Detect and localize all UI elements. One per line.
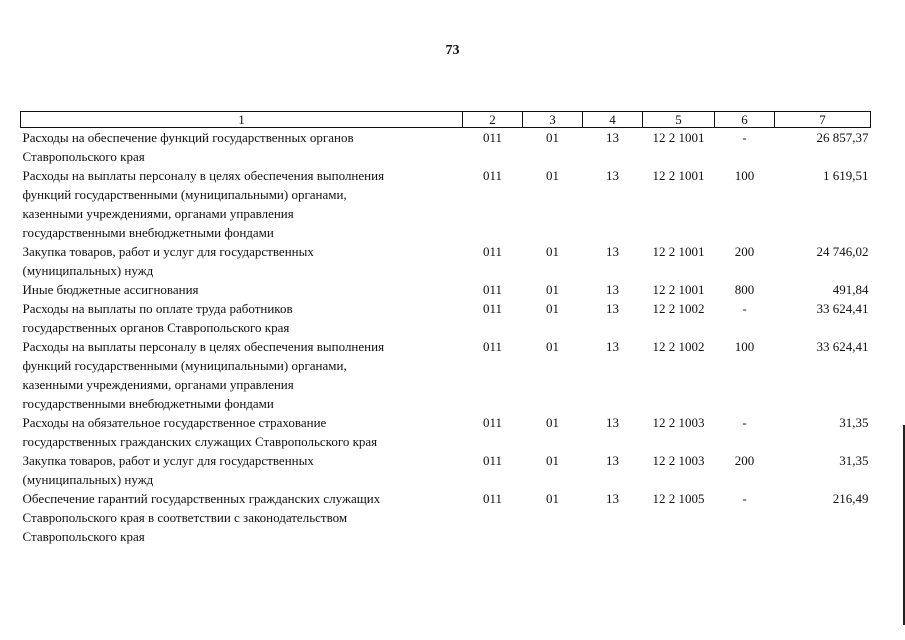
row-name-cell	[21, 489, 463, 546]
subsection-cell: 13	[606, 244, 619, 259]
section-code-cell: 011	[482, 301, 503, 316]
row-name-cell	[21, 337, 463, 413]
row-name-line: (муниципальных) нужд	[22, 472, 154, 487]
expense-type-cell: 100	[734, 339, 755, 354]
column-header: 4	[583, 112, 643, 128]
budget-table	[20, 111, 871, 546]
table-row	[21, 280, 871, 299]
section-code-cell: 011	[482, 339, 503, 354]
table-row	[21, 242, 871, 280]
target-article-cell: 12 2 1001	[652, 244, 705, 259]
table-row	[21, 413, 871, 451]
row-name-cell	[21, 280, 463, 299]
row-name-cell	[21, 299, 463, 337]
row-name-line: Ставропольского края	[22, 529, 145, 544]
target-article-cell: 12 2 1002	[652, 339, 705, 354]
section-code-cell: 011	[482, 415, 503, 430]
row-name-line: Обеспечение гарантий государственных гражданских служащих	[22, 491, 381, 506]
expense-type-cell: -	[742, 301, 747, 316]
column-header: 3	[523, 112, 583, 128]
expense-type-cell: 100	[734, 168, 755, 183]
column-header: 1	[21, 112, 463, 128]
chapter-cell: 01	[546, 339, 559, 354]
row-name-line: государственных органов Ставропольского края	[22, 320, 290, 335]
target-article-cell: 12 2 1005	[652, 491, 705, 506]
row-name-line: Ставропольского края	[22, 149, 145, 164]
page-number: 73	[445, 43, 460, 58]
chapter-cell: 01	[546, 415, 559, 430]
amount-cell: 31,35	[839, 453, 869, 468]
amount-cell: 491,84	[832, 282, 869, 297]
section-code-cell: 011	[482, 168, 503, 183]
row-name-line: Расходы на выплаты персоналу в целях обеспечения выполнения	[22, 339, 385, 354]
row-name-cell	[21, 166, 463, 242]
chapter-cell: 01	[546, 130, 559, 145]
target-article-cell: 12 2 1001	[652, 168, 705, 183]
row-name-line: функций государственными (муниципальными) органами,	[22, 187, 347, 202]
chapter-cell: 01	[546, 244, 559, 259]
subsection-cell: 13	[606, 301, 619, 316]
row-name-line: государственными внебюджетными фондами	[22, 396, 274, 411]
row-name-cell	[21, 413, 463, 451]
expense-type-cell: 200	[734, 453, 755, 468]
subsection-cell: 13	[606, 130, 619, 145]
amount-cell: 24 746,02	[816, 244, 869, 259]
table-row	[21, 337, 871, 413]
section-code-cell: 011	[482, 491, 503, 506]
row-name-line: функций государственными (муниципальными) органами,	[22, 358, 347, 373]
section-code-cell: 011	[482, 244, 503, 259]
amount-cell: 216,49	[832, 491, 869, 506]
expense-type-cell: -	[742, 130, 747, 145]
chapter-cell: 01	[546, 168, 559, 183]
row-name-line: Расходы на выплаты по оплате труда работников	[22, 301, 293, 316]
subsection-cell: 13	[606, 453, 619, 468]
subsection-cell: 13	[606, 168, 619, 183]
amount-cell: 26 857,37	[816, 130, 869, 145]
table-header-row	[21, 112, 871, 128]
amount-cell: 33 624,41	[816, 301, 869, 316]
row-name-line: Расходы на выплаты персоналу в целях обеспечения выполнения	[22, 168, 385, 183]
subsection-cell: 13	[606, 282, 619, 297]
section-code-cell: 011	[482, 453, 503, 468]
expense-type-cell: -	[742, 491, 747, 506]
row-name-cell	[21, 128, 463, 167]
column-header: 5	[643, 112, 715, 128]
target-article-cell: 12 2 1003	[652, 453, 705, 468]
table-row	[21, 299, 871, 337]
row-name-line: Закупка товаров, работ и услуг для государственных	[22, 244, 314, 259]
column-header: 2	[463, 112, 523, 128]
expense-type-cell: 200	[734, 244, 755, 259]
expense-type-cell: 800	[734, 282, 755, 297]
subsection-cell: 13	[606, 415, 619, 430]
section-code-cell: 011	[482, 130, 503, 145]
subsection-cell: 13	[606, 491, 619, 506]
chapter-cell: 01	[546, 301, 559, 316]
row-name-line: государственных гражданских служащих Ставропольского края	[22, 434, 378, 449]
row-name-line: Расходы на обеспечение функций государственных органов	[22, 130, 354, 145]
target-article-cell: 12 2 1001	[652, 130, 705, 145]
row-name-line: Расходы на обязательное государственное страхование	[22, 415, 327, 430]
table-row	[21, 128, 871, 167]
target-article-cell: 12 2 1003	[652, 415, 705, 430]
amount-cell: 33 624,41	[816, 339, 869, 354]
chapter-cell: 01	[546, 282, 559, 297]
amount-cell: 1 619,51	[823, 168, 869, 183]
chapter-cell: 01	[546, 491, 559, 506]
target-article-cell: 12 2 1001	[652, 282, 705, 297]
subsection-cell: 13	[606, 339, 619, 354]
table-row	[21, 489, 871, 546]
row-name-line: Закупка товаров, работ и услуг для государственных	[22, 453, 314, 468]
row-name-line: казенными учреждениями, органами управления	[22, 206, 294, 221]
column-header: 7	[775, 112, 871, 128]
chapter-cell: 01	[546, 453, 559, 468]
table-row	[21, 451, 871, 489]
row-name-line: Ставропольского края в соответствии с законодательством	[22, 510, 348, 525]
row-name-line: (муниципальных) нужд	[22, 263, 154, 278]
row-name-line: государственными внебюджетными фондами	[22, 225, 274, 240]
column-header: 6	[715, 112, 775, 128]
row-name-cell	[21, 451, 463, 489]
row-name-cell	[21, 242, 463, 280]
row-name-line: казенными учреждениями, органами управления	[22, 377, 294, 392]
row-name-line: Иные бюджетные ассигнования	[22, 282, 199, 297]
expense-type-cell: -	[742, 415, 747, 430]
section-code-cell: 011	[482, 282, 503, 297]
table-row	[21, 166, 871, 242]
amount-cell: 31,35	[839, 415, 869, 430]
target-article-cell: 12 2 1002	[652, 301, 705, 316]
